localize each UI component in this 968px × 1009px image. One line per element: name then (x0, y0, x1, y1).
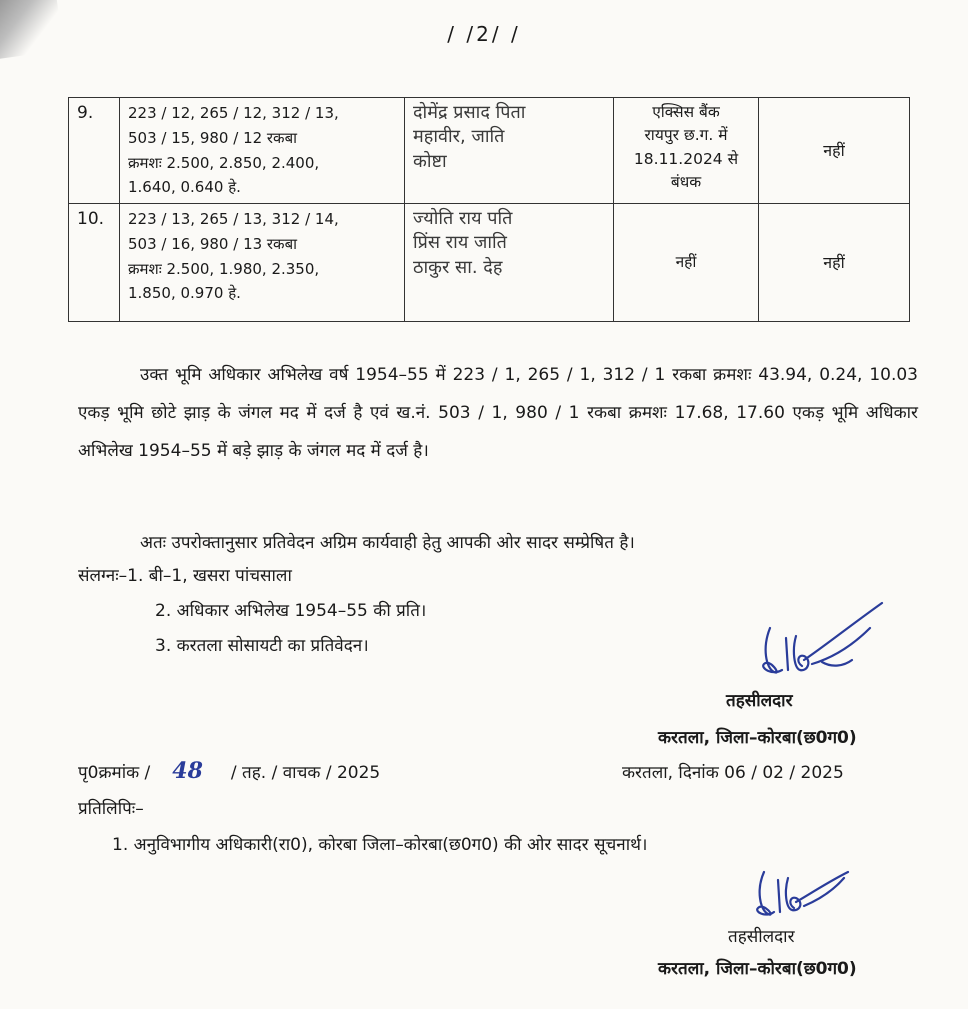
serial-number-cell: 10. (69, 204, 120, 322)
handwritten-dispatch-number: 48 (172, 758, 203, 784)
reference-number (78, 758, 380, 784)
paragraph-forwarding: अतः उपरोक्तानुसार प्रतिवेदन अग्रिम कार्यवाही हेतु आपकी ओर सादर सम्प्रेषित है। (140, 533, 635, 553)
land-records-table (68, 97, 910, 322)
serial-number-cell: 9. (69, 98, 120, 204)
reference-suffix: / तह. / वाचक / 2025 (230, 763, 381, 783)
table-row (69, 98, 910, 204)
place-and-date: करतला, दिनांक 06 / 02 / 2025 (622, 763, 844, 783)
signature-scribble (752, 598, 892, 688)
page-number: / /2/ / (447, 22, 521, 46)
copy-label: प्रतिलिपिः– (78, 799, 144, 819)
reference-prefix: पृ0क्रमांक / (78, 763, 151, 783)
paragraph-land-record: उक्त भूमि अधिकार अभिलेख वर्ष 1954–55 में 223 / 1, 265 / 1, 312 / 1 रकबा क्रमशः 43.94, 0.24, 10.03 एकड़ भूमि छोटे झाड़ के जंगल मद में दर्ज है एवं ख.नं. 503 / 1, 980 / 1 रकबा क्रमशः 17.68, 17.60 एकड़ भूमि अधिकार अभिलेख 1954–55 में बड़े झाड़ के जंगल मद में दर्ज है। (78, 365, 918, 461)
remark-cell: नहीं (759, 204, 910, 322)
enclosure-label: संलग्नः– (78, 566, 128, 586)
enclosure-item: 2. अधिकार अभिलेख 1954–55 की प्रति। (155, 601, 427, 621)
enclosure-line-1 (78, 563, 292, 586)
khasra-area-cell: 223 / 13, 265 / 13, 312 / 14, 503 / 16, 980 / 13 रकबा क्रमशः 2.500, 1.980, 2.350, 1.850, 0.970 हे. (120, 204, 405, 322)
owner-cell: ज्योति राय पति प्रिंस राय जाति ठाकुर सा. देह (405, 204, 614, 322)
owner-cell: दोमेंद्र प्रसाद पिता महावीर, जाति कोष्टा (405, 98, 614, 204)
remark-cell: नहीं (759, 98, 910, 204)
khasra-area-cell: 223 / 12, 265 / 12, 312 / 13, 503 / 15, 980 / 12 रकबा क्रमशः 2.500, 2.850, 2.400, 1.640, 0.640 हे. (120, 98, 405, 204)
signature-2 (748, 858, 868, 932)
signatory-2-title: तहसीलदार (728, 927, 795, 947)
table-row (69, 204, 910, 322)
enclosure-item: 3. करतला सोसायटी का प्रतिवेदन। (155, 636, 369, 656)
signature-scribble (748, 858, 868, 928)
signatory-1-location: करतला, जिला–कोरबा(छ0ग0) (658, 728, 857, 748)
enclosure-item: 1. बी–1, खसरा पांचसाला (127, 566, 292, 586)
mortgage-cell: एक्सिस बैंक रायपुर छ.ग. में 18.11.2024 से बंधक (614, 98, 759, 204)
signatory-1-title: तहसीलदार (726, 691, 793, 711)
copy-item: 1. अनुविभागीय अधिकारी(रा0), कोरबा जिला–कोरबा(छ0ग0) की ओर सादर सूचनार्थ। (112, 835, 648, 855)
signatory-2-location: करतला, जिला–कोरबा(छ0ग0) (658, 959, 857, 979)
mortgage-cell: नहीं (614, 204, 759, 322)
signature-1 (752, 598, 892, 692)
